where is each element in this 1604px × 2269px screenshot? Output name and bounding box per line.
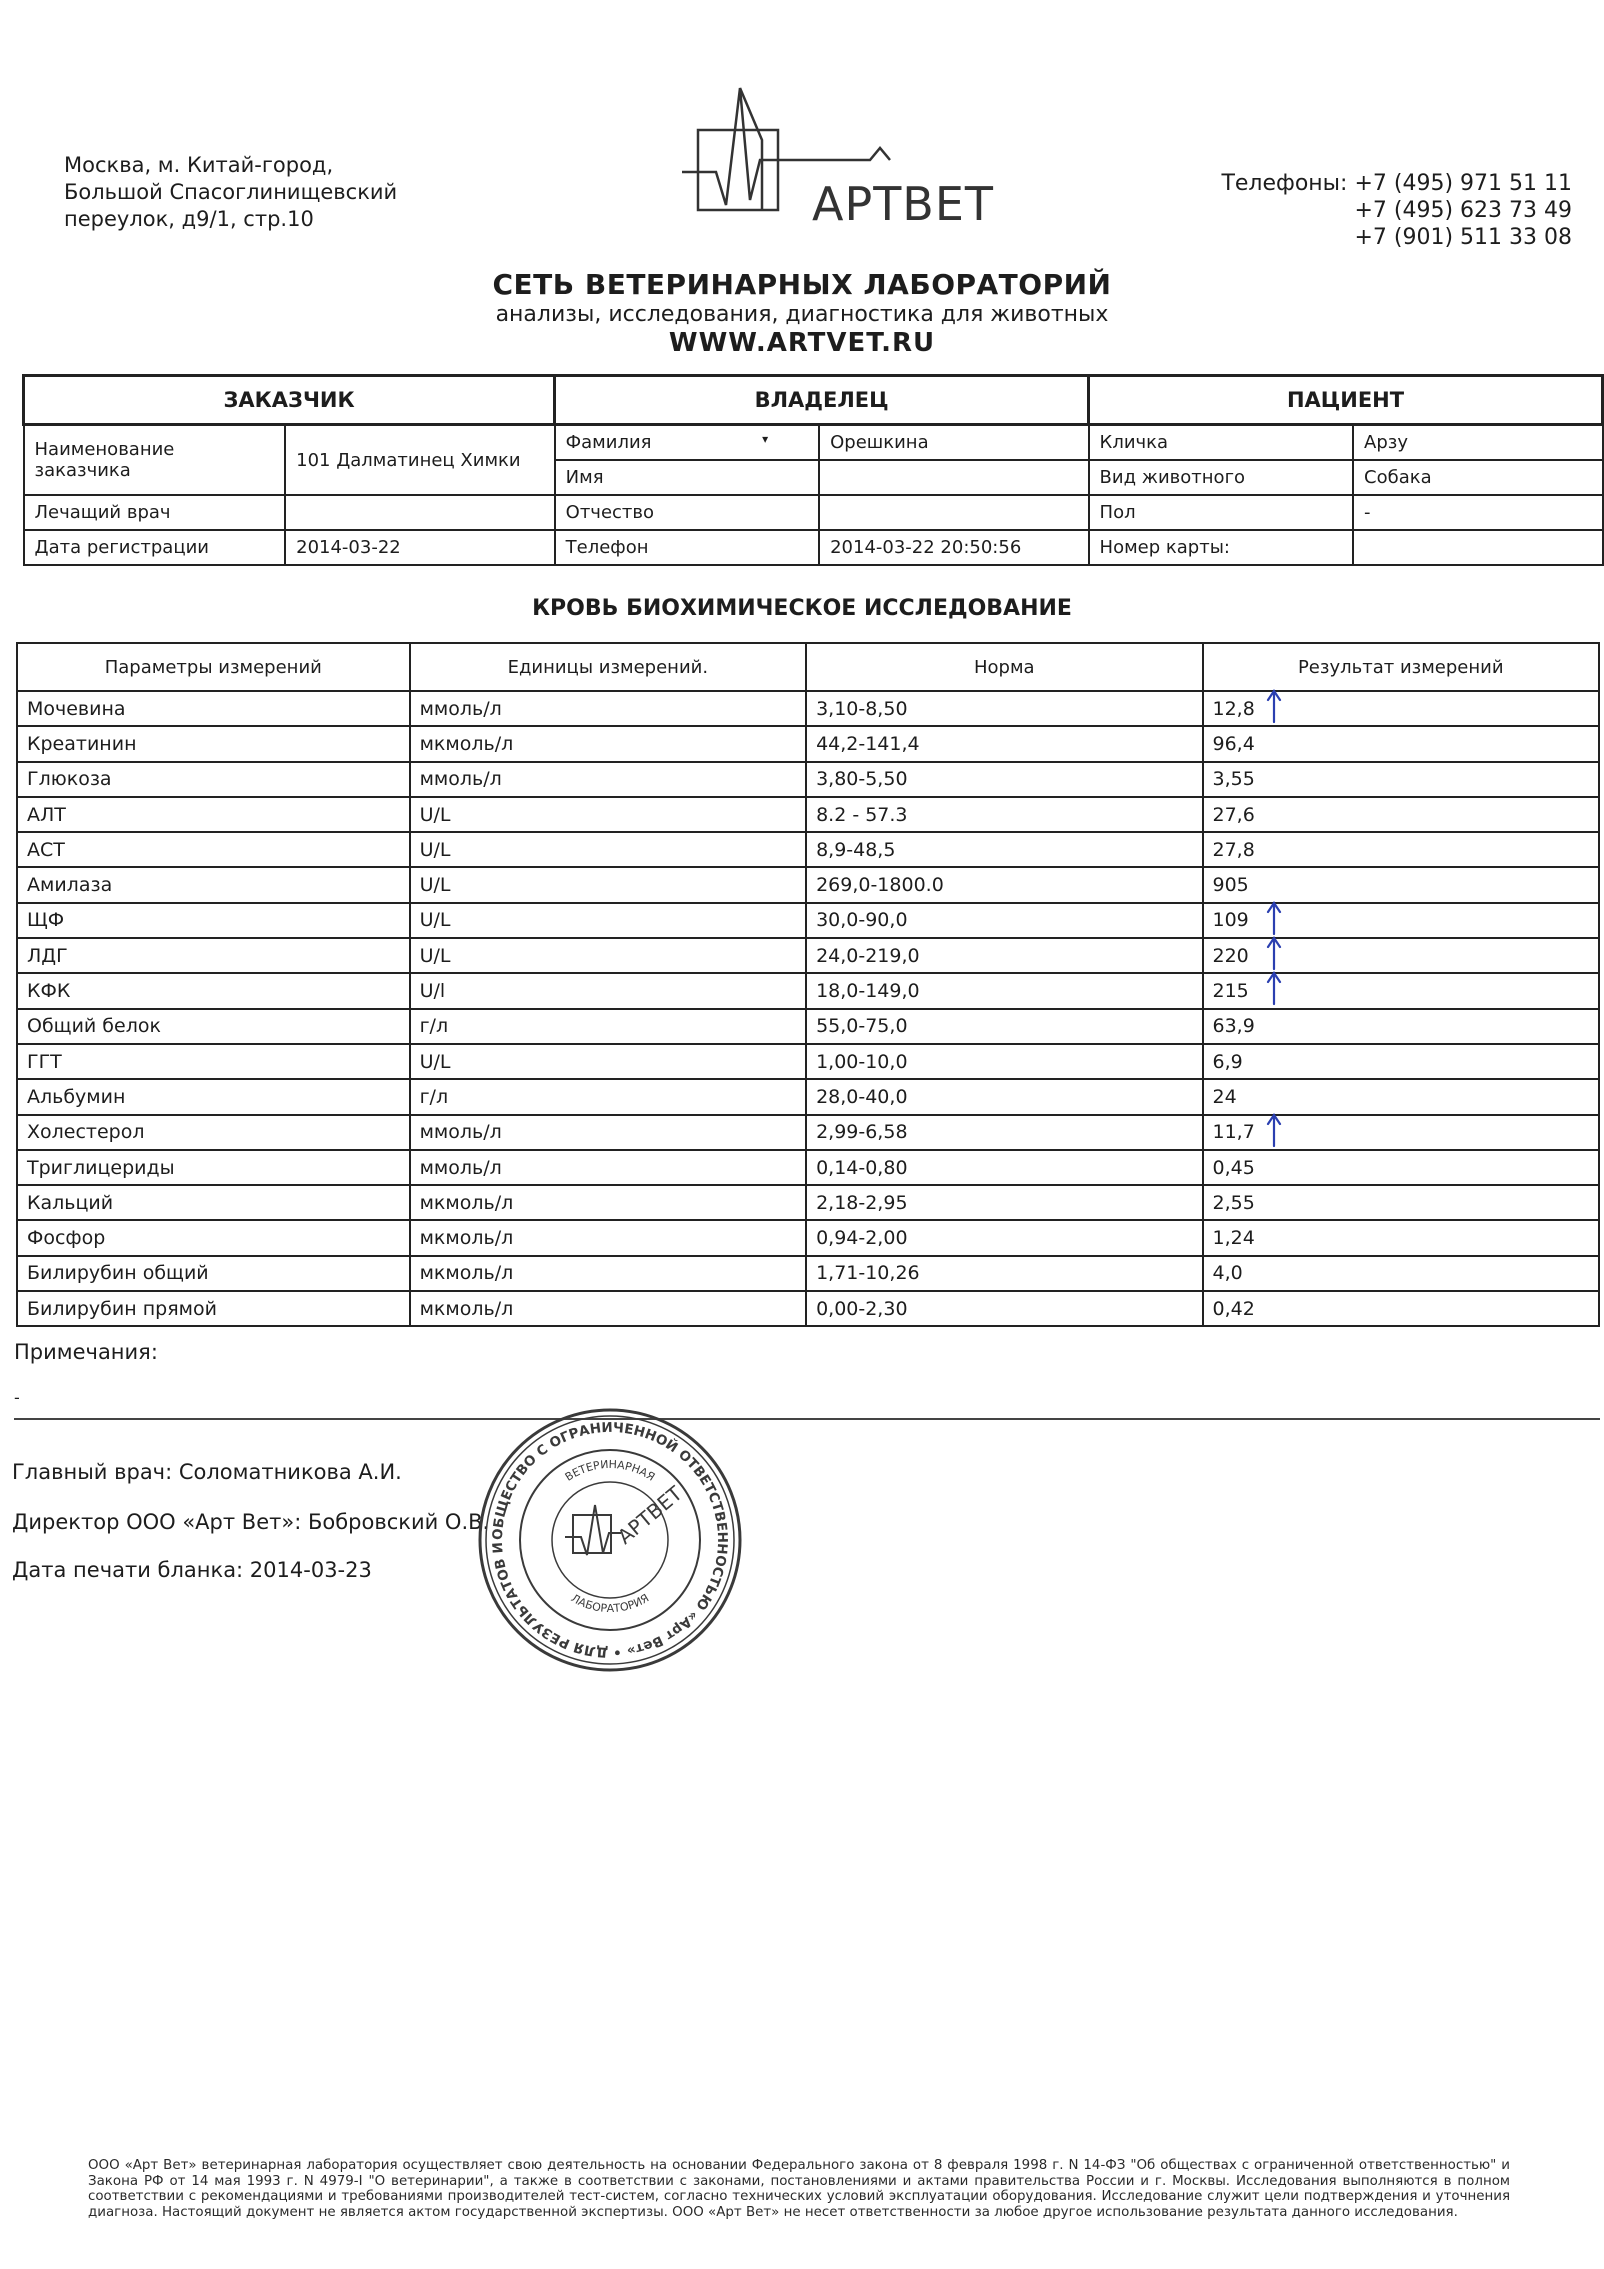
biochem-table [16,642,1600,1327]
norm-cell: 8,9-48,5 [806,832,1202,867]
phones-block [1221,170,1572,251]
patient-card-label: Номер карты: [1089,530,1353,565]
norm-cell: 18,0-149,0 [806,973,1202,1008]
unit-cell: U/L [410,832,806,867]
table-row [17,973,1599,1008]
result-value: 0,42 [1212,1297,1255,1320]
lab-address [64,152,397,233]
param-cell: Мочевина [17,691,410,726]
norm-cell: 44,2-141,4 [806,726,1202,761]
unit-cell: мкмоль/л [410,1185,806,1220]
table-row [17,903,1599,938]
result-value: 3,55 [1212,768,1255,791]
unit-cell: U/l [410,973,806,1008]
result-value: 27,8 [1212,838,1255,861]
result-value: 220 [1212,944,1249,967]
unit-cell: ммоль/л [410,1115,806,1150]
result-cell [1203,1009,1600,1044]
result-value: 1,24 [1212,1227,1255,1250]
result-cell [1203,938,1600,973]
phone-2: +7 (495) 623 73 49 [1354,198,1572,223]
table-row [17,1079,1599,1114]
unit-cell: мкмоль/л [410,1220,806,1255]
norm-cell: 24,0-219,0 [806,938,1202,973]
norm-cell: 1,71-10,26 [806,1256,1202,1291]
owner-patronymic-label: Отчество [555,495,819,530]
network-url: WWW.ARTVET.RU [668,328,936,358]
address-line-3: переулок, д9/1, стр.10 [64,207,314,231]
result-value: 27,6 [1212,803,1255,826]
result-cell [1203,691,1600,726]
norm-cell: 3,80-5,50 [806,762,1202,797]
table-row [17,1256,1599,1291]
param-cell: ГГТ [17,1044,410,1079]
result-value: 2,55 [1212,1191,1255,1214]
unit-cell: мкмоль/л [410,726,806,761]
customer-name-label: Наименование заказчика [24,425,286,496]
result-value: 96,4 [1212,732,1255,755]
result-value: 4,0 [1212,1262,1243,1285]
result-value: 11,7 [1212,1121,1255,1144]
artvet-logo [680,80,995,240]
unit-cell: г/л [410,1009,806,1044]
norm-cell: 0,14-0,80 [806,1150,1202,1185]
param-cell: ЛДГ [17,938,410,973]
param-cell: АЛТ [17,797,410,832]
biochem-rows [17,691,1599,1326]
unit-cell: ммоль/л [410,1150,806,1185]
param-cell: Триглицериды [17,1150,410,1185]
patient-species-label: Вид животного [1089,460,1353,495]
address-line-2: Большой Спасоглинищевский [64,180,398,204]
result-value: 905 [1212,874,1249,897]
network-title: СЕТЬ ВЕТЕРИНАРНЫХ ЛАБОРАТОРИЙ [492,268,1112,301]
norm-cell: 8.2 - 57.3 [806,797,1202,832]
unit-cell: U/L [410,903,806,938]
unit-cell: мкмоль/л [410,1256,806,1291]
result-cell [1203,1185,1600,1220]
col-header-result: Результат измерений [1203,643,1600,691]
result-value: 0,45 [1212,1156,1255,1179]
table-row [17,1291,1599,1326]
result-value: 6,9 [1212,1050,1243,1073]
param-cell: КФК [17,973,410,1008]
unit-cell: U/L [410,867,806,902]
owner-name-label: Имя [555,460,819,495]
address-line-1: Москва, м. Китай-город, [64,153,334,177]
unit-cell: U/L [410,938,806,973]
result-value: 109 [1212,909,1249,932]
table-row [17,1115,1599,1150]
svg-text:ВЕТЕРИНАРНАЯ [563,1458,657,1484]
result-cell [1203,1115,1600,1150]
unit-cell: г/л [410,1079,806,1114]
norm-cell: 28,0-40,0 [806,1079,1202,1114]
unit-cell: мкмоль/л [410,1291,806,1326]
director: Директор ООО «Арт Вет»: Бобровский О.В. [12,1510,490,1534]
table-row [17,726,1599,761]
norm-cell: 3,10-8,50 [806,691,1202,726]
unit-cell: ммоль/л [410,691,806,726]
result-value: 215 [1212,980,1249,1003]
biochem-title: КРОВЬ БИОХИМИЧЕСКОЕ ИССЛЕДОВАНИЕ [532,596,1072,621]
result-cell [1203,762,1600,797]
table-row [17,1185,1599,1220]
customer-doctor-label: Лечащий врач [24,495,286,530]
owner-header: ВЛАДЕЛЕЦ [555,376,1089,425]
table-row [17,1220,1599,1255]
result-cell [1203,726,1600,761]
norm-cell: 30,0-90,0 [806,903,1202,938]
table-row [17,832,1599,867]
table-row [17,1044,1599,1079]
col-header-unit: Единицы измерений. [410,643,806,691]
patient-species-value: Собака [1353,460,1602,495]
patient-card-value [1353,530,1602,565]
up-arrow-icon [1266,688,1282,724]
result-cell [1203,1044,1600,1079]
param-cell: АСТ [17,832,410,867]
customer-header: ЗАКАЗЧИК [24,376,555,425]
owner-surname-value: Орешкина [819,425,1088,461]
chief-doctor: Главный врач: Соломатникова А.И. [12,1460,402,1484]
customer-reg-label: Дата регистрации [24,530,286,565]
divider [14,1418,1600,1420]
col-header-param: Параметры измерений [17,643,410,691]
owner-patronymic-value [819,495,1088,530]
stamp-outer-text: ОБЩЕСТВО С ОГРАНИЧЕННОЙ ОТВЕТСТВЕННОСТЬЮ «Арт Вет» • ДЛЯ РЕЗУЛЬТАТОВ И [489,1419,731,1661]
norm-cell: 0,00-2,30 [806,1291,1202,1326]
patient-nickname-value: Арзу [1353,425,1602,461]
param-cell: Билирубин общий [17,1256,410,1291]
norm-cell: 1,00-10,0 [806,1044,1202,1079]
customer-doctor-value [285,495,555,530]
result-cell [1203,867,1600,902]
norm-cell: 55,0-75,0 [806,1009,1202,1044]
result-cell [1203,797,1600,832]
norm-cell: 2,99-6,58 [806,1115,1202,1150]
up-arrow-icon [1266,935,1282,971]
unit-cell: U/L [410,1044,806,1079]
param-cell: Глюкоза [17,762,410,797]
result-value: 12,8 [1212,697,1255,720]
result-value: 63,9 [1212,1015,1255,1038]
up-arrow-icon [1266,1112,1282,1148]
result-cell [1203,1220,1600,1255]
legal-footer: ООО «Арт Вет» ветеринарная лаборатория осуществляет свою деятельность на основании Федерального закона от 8 февраля 1998 г. N 14-ФЗ "Об обществах с ограниченной ответственностью" и Закона РФ от 14 мая 1993 г. N 4979-I "О ветеринарии", а также в соответствии с законами, постановлениями и актами правительства России и г. Москвы. Исследования выполняются в полном соответствии с рекомендациями и требованиями производителей тест-систем, согласно технических условий эксплуатации оборудования. Исследование служит цели подтверждения и уточнения диагноза. Настоящий документ не является актом государственной экспертизы. ООО «Арт Вет» не несет ответственности за любое другое использование результата данного исследования. [88,2158,1510,2220]
table-row [17,797,1599,832]
param-cell: Альбумин [17,1079,410,1114]
official-stamp [475,1405,745,1675]
unit-cell: U/L [410,797,806,832]
owner-name-value [819,460,1088,495]
col-header-norm: Норма [806,643,1202,691]
param-cell: Амилаза [17,867,410,902]
patient-sex-label: Пол [1089,495,1353,530]
network-subtitle: анализы, исследования, диагностика для животных [495,302,1109,327]
param-cell: Холестерол [17,1115,410,1150]
phone-1: +7 (495) 971 51 11 [1354,171,1572,196]
owner-phone-label: Телефон [555,530,819,565]
param-cell: Фосфор [17,1220,410,1255]
notes-value: - [14,1388,20,1407]
customer-name-value: 101 Далматинец Химки [285,425,555,496]
table-row [17,1150,1599,1185]
result-cell [1203,973,1600,1008]
result-cell [1203,903,1600,938]
up-arrow-icon [1266,970,1282,1006]
result-cell [1203,1079,1600,1114]
result-cell [1203,1256,1600,1291]
print-date: Дата печати бланка: 2014-03-23 [12,1558,372,1582]
table-row [17,938,1599,973]
patient-nickname-label: Кличка [1089,425,1353,461]
stamp-inner-top: ВЕТЕРИНАРНАЯ [562,1457,658,1484]
up-arrow-icon [1266,900,1282,936]
svg-text:ЛАБОРАТОРИЯ [569,1592,652,1616]
norm-cell: 2,18-2,95 [806,1185,1202,1220]
result-cell [1203,1291,1600,1326]
dropdown-caret-icon: ▾ [762,432,769,446]
owner-phone-value: 2014-03-22 20:50:56 [819,530,1088,565]
svg-text:ОБЩЕСТВО С ОГРАНИЧЕННОЙ ОТВЕТС [475,1405,730,1660]
param-cell: Билирубин прямой [17,1291,410,1326]
phones-label: Телефоны: [1221,171,1348,196]
info-table [22,374,1604,566]
table-row [17,1009,1599,1044]
stamp-inner-bottom: ЛАБОРАТОРИЯ [568,1591,652,1616]
param-cell: Креатинин [17,726,410,761]
table-row [17,867,1599,902]
norm-cell: 0,94-2,00 [806,1220,1202,1255]
phone-3: +7 (901) 511 33 08 [1354,225,1572,250]
logo-text: АРТВЕТ [812,177,995,231]
norm-cell: 269,0-1800.0 [806,867,1202,902]
stamp-center-text: АРТВЕТ [612,1481,687,1549]
param-cell: ЩФ [17,903,410,938]
notes-label: Примечания: [14,1340,158,1364]
param-cell: Общий белок [17,1009,410,1044]
customer-reg-value: 2014-03-22 [285,530,555,565]
unit-cell: ммоль/л [410,762,806,797]
table-row [17,762,1599,797]
result-value: 24 [1212,1085,1237,1108]
patient-sex-value: - [1353,495,1602,530]
table-row [17,691,1599,726]
owner-surname-label: Фамилия ▾ [555,425,819,461]
patient-header: ПАЦИЕНТ [1089,376,1603,425]
result-cell [1203,1150,1600,1185]
result-cell [1203,832,1600,867]
param-cell: Кальций [17,1185,410,1220]
